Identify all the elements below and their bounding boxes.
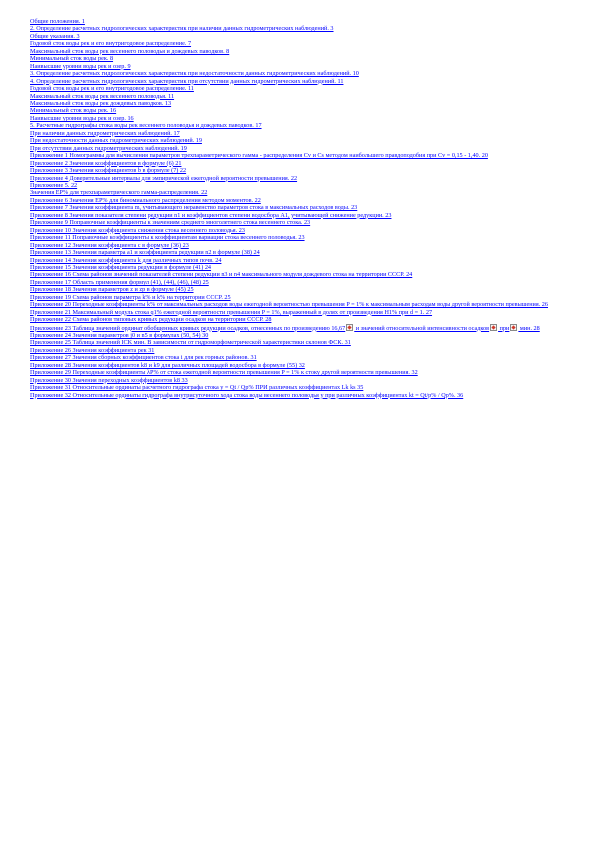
toc-link[interactable]: При наличии данных гидрометрических наблюдений. 17	[30, 129, 180, 137]
toc-entry	[30, 48, 562, 55]
toc-link[interactable]: Приложение 31 Относительные ординаты расчетного гидрографа стока y = Qt / Qp% ПРИ различных коэффициентах Lk ks 35	[30, 384, 364, 392]
toc-link[interactable]: Общие указания. 3	[30, 32, 80, 40]
toc-entry	[30, 384, 562, 391]
toc-link[interactable]: 3. Определение расчетных гидрологических характеристик при недостаточности данных гидрометрических наблюдений. 10	[30, 70, 359, 78]
toc-link[interactable]: Приложение 18 Значения параметров z и zp в формуле (45) 25	[30, 286, 194, 294]
toc-entry	[30, 264, 562, 271]
toc-link[interactable]: Приложение 7 Значения коэффициента m, учитывающего неравенство параметров стока в максимальных расходов воды. 23	[30, 204, 358, 212]
toc-link[interactable]: Приложение 30 Значения переходных коэффициентов k8 33	[30, 376, 188, 384]
toc-link[interactable]: Максимальный сток воды рек дождевых паводков. 13	[30, 99, 172, 107]
toc-entry	[30, 316, 562, 323]
toc-link[interactable]: 5. Расчетные гидрографы стока воды рек весеннего половодья и дождевых паводков. 17	[30, 122, 262, 130]
toc-entry	[30, 130, 562, 137]
toc-entry	[30, 227, 562, 234]
toc-entry	[30, 309, 562, 316]
toc-entry	[30, 115, 562, 122]
toc-entry	[30, 279, 562, 286]
toc-entry	[30, 100, 562, 107]
toc-link[interactable]: Приложение 24 Значения параметров j0 и n5 в формулах (50, 54) 30	[30, 332, 209, 340]
toc-link[interactable]: Приложение 12 Значения коэффициента с в формуле (36) 23	[30, 241, 189, 249]
toc-link[interactable]: Минимальный сток воды рек. 16	[30, 107, 117, 115]
toc-entry	[30, 212, 562, 219]
toc-link[interactable]: Приложение 17 Область применения формул (41), (44), (46), (48) 25	[30, 278, 209, 286]
toc-entry	[30, 152, 562, 159]
toc-link[interactable]: Приложение 8 Значения показателя степени редукции n1 и коэффициентов степени водосбора A1, учитывающей снижение редукции. 23	[30, 211, 392, 219]
toc-link[interactable]: Приложение 28 Значения коэффициентов k8 и k9 для различных площадей водосбора в формуле (55) 32	[30, 361, 305, 369]
toc-entry	[30, 33, 562, 40]
toc-entry	[30, 70, 562, 77]
toc-entry	[30, 392, 562, 399]
toc-entry	[30, 85, 562, 92]
toc-link[interactable]: и значений относительной интенсивности осадков	[354, 324, 490, 332]
toc-entry	[30, 197, 562, 204]
toc-entry	[30, 249, 562, 256]
toc-link[interactable]: Наивысшие уровни воды рек и озер. 16	[30, 114, 134, 122]
toc-link[interactable]: Приложение 10 Значения коэффициента снижения стока весеннего половодья. 23	[30, 226, 245, 234]
toc-entry	[30, 107, 562, 114]
toc-link[interactable]: Приложение 1 Номограммы для вычисления параметров трехпараметрического гамма - распределения Cv и Cs методом наибольшего правдоподобия при Cv = 0,15 - 1,40. 20	[30, 152, 488, 160]
toc-entry	[30, 63, 562, 70]
toc-link[interactable]: Общие положения. 1	[30, 18, 85, 25]
toc-link[interactable]: Приложение 14 Значения коэффициента k для различных типов почв. 24	[30, 256, 222, 264]
toc-entry	[30, 362, 562, 369]
toc-entry	[30, 204, 562, 211]
toc-link[interactable]: Приложение 9 Поправочные коэффициенты к значениям среднего многолетнего стока весеннего стока. 23	[30, 219, 311, 227]
toc-entry	[30, 93, 562, 100]
toc-link[interactable]: Приложение 26 Значения коэффициента рек 31	[30, 346, 155, 354]
toc-link[interactable]: Приложение 21 Максимальный модуль стока q1% ежегодной вероятности превышения P = 1%, выраженный в долях от произведения Н1% при d = 1. 27	[30, 308, 433, 316]
toc-entry	[30, 18, 562, 25]
toc-entry	[30, 286, 562, 293]
broken-image-icon	[490, 324, 497, 331]
toc-entry	[30, 219, 562, 226]
toc-link[interactable]: Приложение 29 Переходные коэффициенты λP% от стока ежегодной вероятности превышения P = 1% к стоку другой вероятности превышения. 32	[30, 369, 418, 377]
toc-entry	[30, 347, 562, 354]
toc-link[interactable]: Приложение 5. 22	[30, 181, 78, 189]
toc-link[interactable]: Приложение 25 Таблица значений ICK мин. В зависимости от гидроморфометрической характеристики склонов ФСК. 31	[30, 339, 351, 347]
toc-entry	[30, 122, 562, 129]
toc-entry	[30, 167, 562, 174]
toc-link[interactable]: При отсутствии данных гидрометрических наблюдений. 19	[30, 144, 187, 152]
broken-image-icon	[510, 324, 517, 331]
toc-entry	[30, 332, 562, 339]
toc-link[interactable]: Годовой сток воды рек и его внутригодовое распределение. 7	[30, 40, 192, 48]
toc-entry	[30, 78, 562, 85]
toc-link[interactable]: Приложение 27 Значения сборных коэффициентов стока i для рек горных районов. 31	[30, 354, 257, 362]
toc-entry	[30, 175, 562, 182]
broken-image-icon	[346, 324, 353, 331]
toc-link[interactable]: Приложение 23 Таблица значений ординат обобщенных кривых редукции осадков, отнесенных по произведению 16,67	[30, 324, 346, 332]
toc-link[interactable]: Приложение 16 Схема районов значений показателей степени редукции n3 и n4 максимального модуля дождевого стока на территории СССР. 24	[30, 271, 413, 279]
toc-entry	[30, 234, 562, 241]
toc-entry	[30, 354, 562, 361]
toc-entry	[30, 339, 562, 346]
toc-entry	[30, 377, 562, 384]
toc-entry	[30, 324, 562, 332]
toc-link[interactable]: 4. Определение расчетных гидрологических характеристик при отсутствии данных гидрометрических наблюдений. 11	[30, 77, 344, 85]
toc-link[interactable]: При недостаточности данных гидрометрических наблюдений. 19	[30, 137, 202, 145]
toc-entry	[30, 160, 562, 167]
toc-entry	[30, 145, 562, 152]
toc-entry	[30, 189, 562, 196]
toc-entry	[30, 242, 562, 249]
toc-link[interactable]: Максимальный сток воды рек весеннего половодья. 11	[30, 92, 175, 100]
toc-entry	[30, 55, 562, 62]
toc-entry	[30, 294, 562, 301]
toc-link[interactable]: мин. 28	[518, 324, 540, 332]
toc-link[interactable]: Приложение 11 Поправочные коэффициенты к коэффициентам вариации стока весеннего половодья. 23	[30, 234, 305, 242]
toc-link[interactable]: Приложение 2 Значения коэффициентов в формуле (6) 21	[30, 159, 182, 167]
toc-link[interactable]: Приложение 22 Схема районов типовых кривых редукции осадков на территории СССР. 28	[30, 316, 272, 324]
toc-link[interactable]: Годовой сток воды рек и его внутригодовое распределение. 11	[30, 85, 194, 93]
table-of-contents	[30, 18, 562, 399]
toc-link[interactable]: Минимальный сток воды рек. 8	[30, 55, 114, 63]
toc-entry	[30, 369, 562, 376]
toc-link[interactable]: Значения ЕР% для трехпараметрического гамма-распределения. 22	[30, 189, 208, 197]
toc-link[interactable]: при	[498, 324, 510, 332]
toc-link[interactable]: Приложение 32 Относительные ординаты гидрографа внутрисуточного хода стока воды весеннего половодья y при различных коэффициентах kt = Qt/p% / Qp%. 36	[30, 391, 464, 399]
toc-link[interactable]: Наивысшие уровни воды рек и озер. 9	[30, 62, 131, 70]
toc-entry	[30, 301, 562, 308]
toc-link[interactable]: Приложение 19 Схема районов параметра k% и k% на территории СССР. 25	[30, 293, 231, 301]
toc-link[interactable]: Максимальный сток воды рек весеннего половодья и дождевых паводков. 8	[30, 47, 230, 55]
toc-entry	[30, 40, 562, 47]
toc-link[interactable]: Приложение 15 Значения коэффициента редукции в формуле (41) 24	[30, 263, 212, 271]
toc-link[interactable]: Приложение 3 Значения коэффициентов b в формуле (7) 22	[30, 167, 187, 175]
toc-entry	[30, 137, 562, 144]
toc-entry	[30, 182, 562, 189]
toc-entry	[30, 25, 562, 32]
toc-link[interactable]: Приложение 6 Значения ЕР% для биномиального распределения методом моментов. 22	[30, 196, 261, 204]
toc-link[interactable]: Приложение 20 Переходные коэффициенты k% от максимальных расходов воды ежегодной вероятностью превышения P = 1% к максимальным расходам воды другой вероятности превышения. 26	[30, 301, 548, 309]
toc-entry	[30, 257, 562, 264]
toc-entry	[30, 271, 562, 278]
toc-link[interactable]: Приложение 13 Значения параметра a1 и коэффициента редукции n2 в формуле (38) 24	[30, 249, 260, 257]
toc-link[interactable]: Приложение 4 Доверительные интервалы для эмпирической ежегодной вероятности превышения. 22	[30, 174, 298, 182]
toc-link[interactable]: 2. Определение расчетных гидрологических характеристик при наличии данных гидрометрических наблюдений. 3	[30, 25, 334, 33]
